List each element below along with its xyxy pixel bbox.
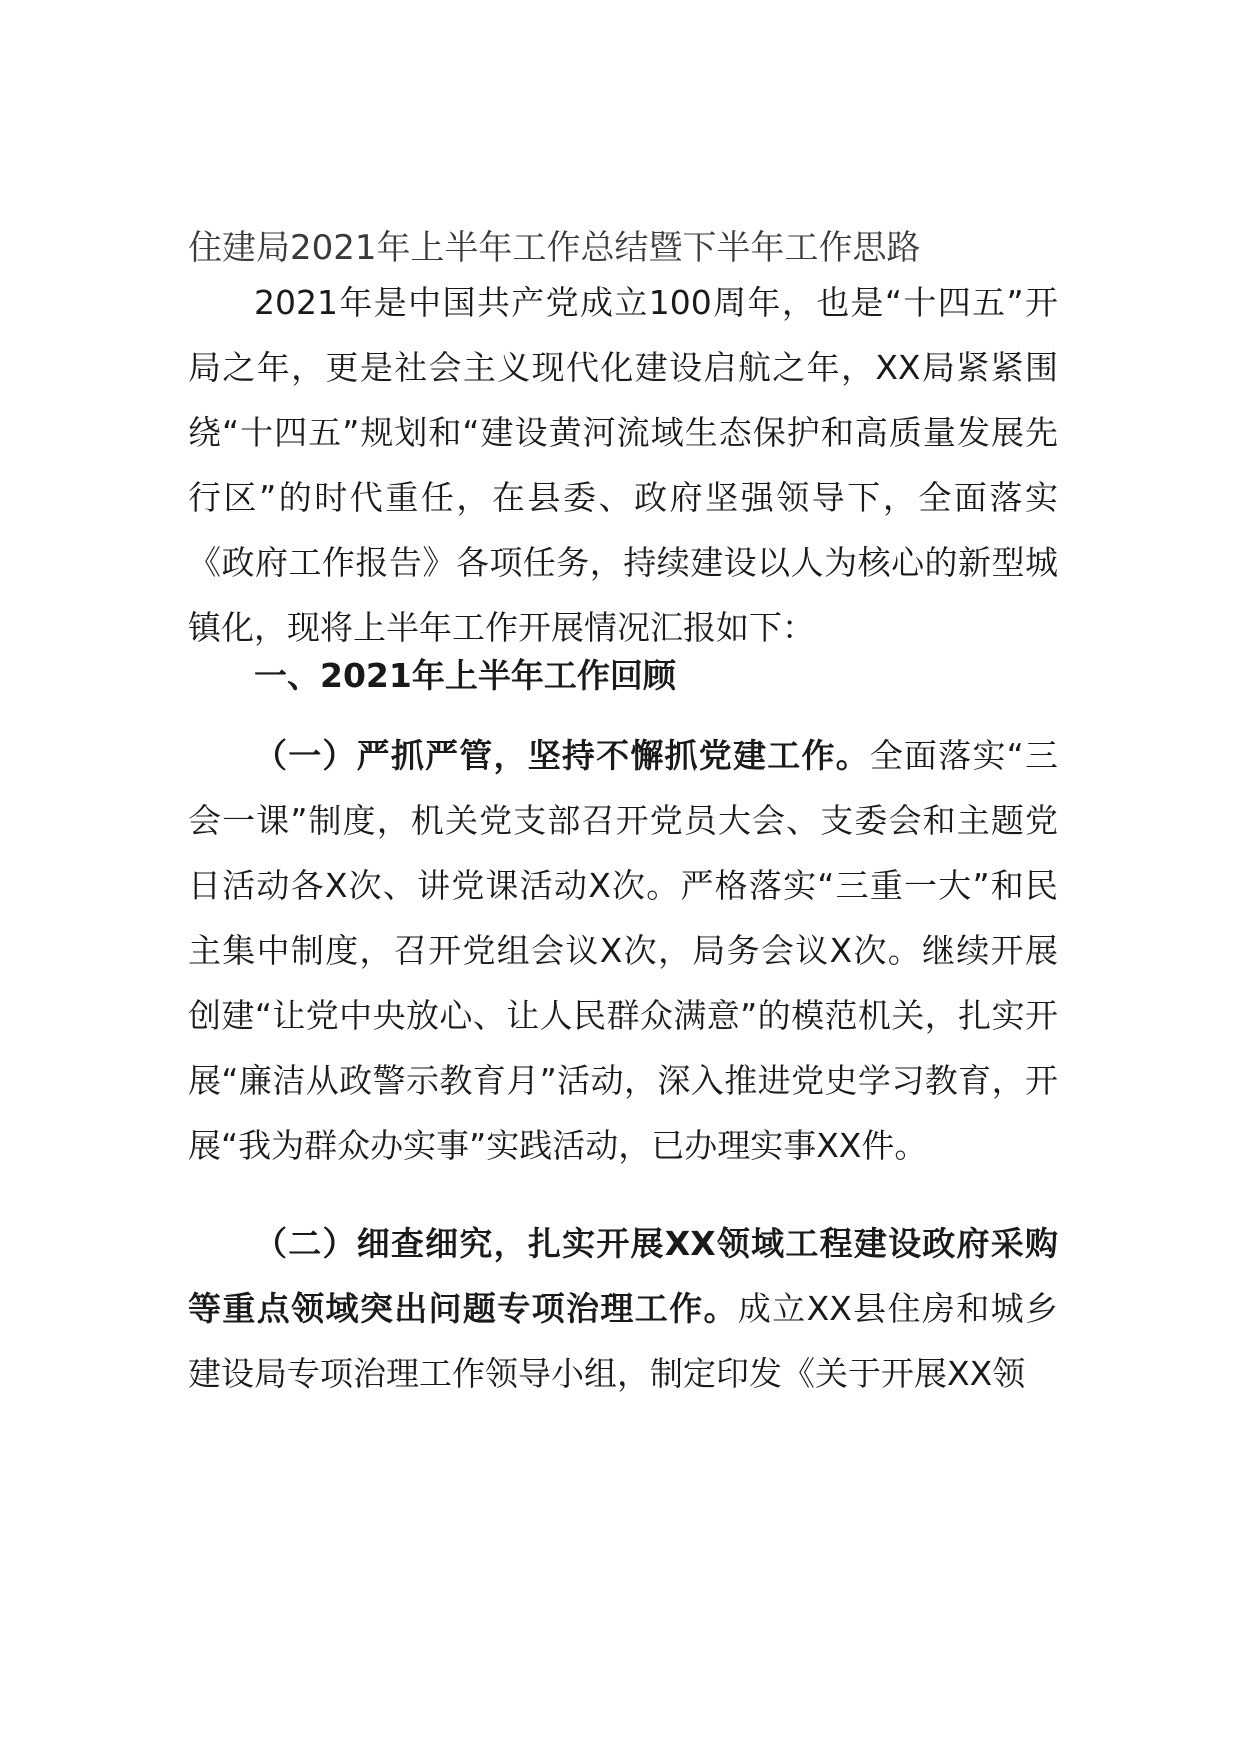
item-2-body: 成立XX县住房和城乡建设局专项治理工作领导小组，制定印发《关于开展XX领 [188,1289,1059,1393]
section-heading: 一、2021年上半年工作回顾 [254,656,676,695]
item-1-body: 全面落实“三会一课”制度，机关党支部召开党员大会、支委会和主题党日活动各X次、讲党课活动X次。严格落实“三重一大”和民主集中制度，召开党组会议X次，局务会议X次。继续开展创建“让党中央放心、让人民群众满意”的模范机关，扎实开展“廉洁从政警示教育月”活动，深入推进党史学习教育，开展“我为群众办实事”实践活动，已办理实事XX件。 [188,736,1058,1165]
intro-paragraph: 2021年是中国共产党成立100周年，也是“十四五”开局之年，更是社会主义现代化建设启航之年，XX局紧紧围绕“十四五”规划和“建设黄河流域生态保护和高质量发展先行区”的时代重任，在县委、政府坚强领导下，全面落实《政府工作报告》各项任务，持续建设以人为核心的新型城镇化，现将上半年工作开展情况汇报如下： [188,283,1058,647]
item-2-block [188,1211,1058,1406]
item-2-heading: （二）细查细究，扎实开展XX领域工程建设政府采购等重点领域突出问题专项治理工作。 [188,1224,1058,1328]
section-1-block [188,643,1058,708]
item-1-heading: （一）严抓严管，坚持不懈抓党建工作。 [254,736,870,775]
item-1-block [188,723,1058,1178]
intro-block [188,270,1058,660]
document-title: 住建局2021年上半年工作总结暨下半年工作思路 [188,228,921,268]
item-1-paragraph [188,723,1058,1178]
item-2-paragraph [188,1211,1058,1406]
